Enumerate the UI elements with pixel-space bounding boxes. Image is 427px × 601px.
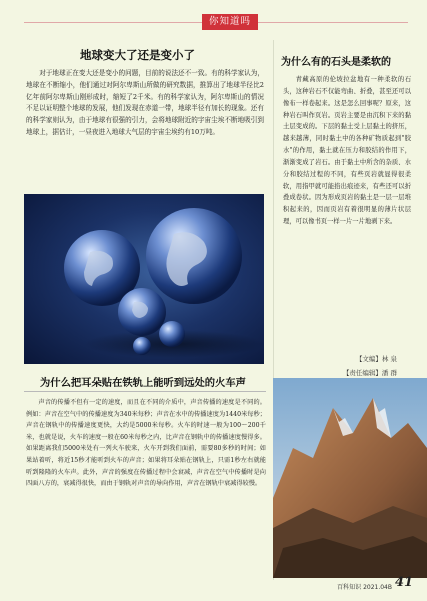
article-rail-title: 为什么把耳朵贴在铁轨上能听到远处的火车声 <box>40 377 246 389</box>
credit-editor: 【责任编辑】潘 群 <box>342 369 397 377</box>
globes-illustration <box>24 194 264 364</box>
mountain-illustration <box>273 378 427 578</box>
mountain-photo <box>273 378 427 578</box>
article-rail-body: 声音的传播不但有一定的速度，而且在不同的介质中，声音传播的速度是不同的。例如：声音在空气中的传播速度为340米每秒；声音在水中的传播速度为1440米每秒；声音在钢轨中的传播速度更快，大约是5000米每秒。火车的时速一般为100～200千米，也就是说，火车的速度一般在60米每秒之内，比声音在钢轨中的传播速度慢得多。如果距离我们5000米处有一列火车驶来，火车开到我们面前，需要80多秒的时间；如果站着听，将近15秒才能听到火车的声音；如果将耳朵贴在钢轨上，只需1秒左右就能听到隆隆的火车声。此外，声音的强度在传播过程中会衰减，声音在空气中传播时是向四面八方的，衰减得很快，而由于钢轨对声音的导向作用，声音在钢轨中衰减得较慢。 <box>26 399 266 488</box>
earth-globes-image <box>24 194 264 364</box>
magazine-issue: 百科知识 2021.04B <box>337 584 392 591</box>
title-divider <box>24 391 266 392</box>
article-earth-body: 对于地球正在变大还是变小的问题，目前的说法还不一致。有的科学家认为，地球在不断缩小，他们通过对阿尔卑斯山所做的研究数据，推算出了地球半径比2亿年前阿尔卑斯山刚形成时，缩短了2千米。有的科学家认为，阿尔卑斯山的情况不足以证明整个地球的发展，他们发现在赤道一带，地球半径有加长的现象。还有的科学家则认为，由于地球有很强的引力，会将地球附近的宇宙尘埃不断地吸引到地球上，据估计，一昼夜进入地球大气层的宇宙尘埃约有10万吨。 <box>26 69 264 136</box>
header-rule-right <box>258 22 408 23</box>
article-stone-body: 青藏高原的伦坡拉盆地有一种柔软的石头，这种岩石不仅能弯曲、折叠，甚至还可以像布一样卷起来。这是怎么回事呢？原来，这种岩石叫作页岩。页岩主要是由沉积下来的黏土层变成的。下层的黏土受上层黏土的挤压，越来越薄，同时黏土中的各种矿物质起到"胶水"的作用，黏土就在压力和胶结的作用下，渐渐变成了岩石。由于黏土中所含的杂质、水分和胶结过程的不同，有些页岩就显得很柔软，用指甲就可能掐出痕迹来，有些还可以折叠成卷状。因为形成页岩的黏土是一层一层堆积起来的，因而页岩有着很明显的薄片状层理，可以像书页一样一片一片地剥下来。 <box>283 76 411 226</box>
credit-writer: 【文编】林 泉 <box>355 355 397 363</box>
header-rule-left <box>24 22 202 23</box>
section-tag: 你知道吗 <box>202 14 258 30</box>
page-number: 41 <box>395 575 414 590</box>
article-earth-title: 地球变大了还是变小了 <box>80 48 195 62</box>
article-stone-title: 为什么有的石头是柔软的 <box>281 57 391 68</box>
